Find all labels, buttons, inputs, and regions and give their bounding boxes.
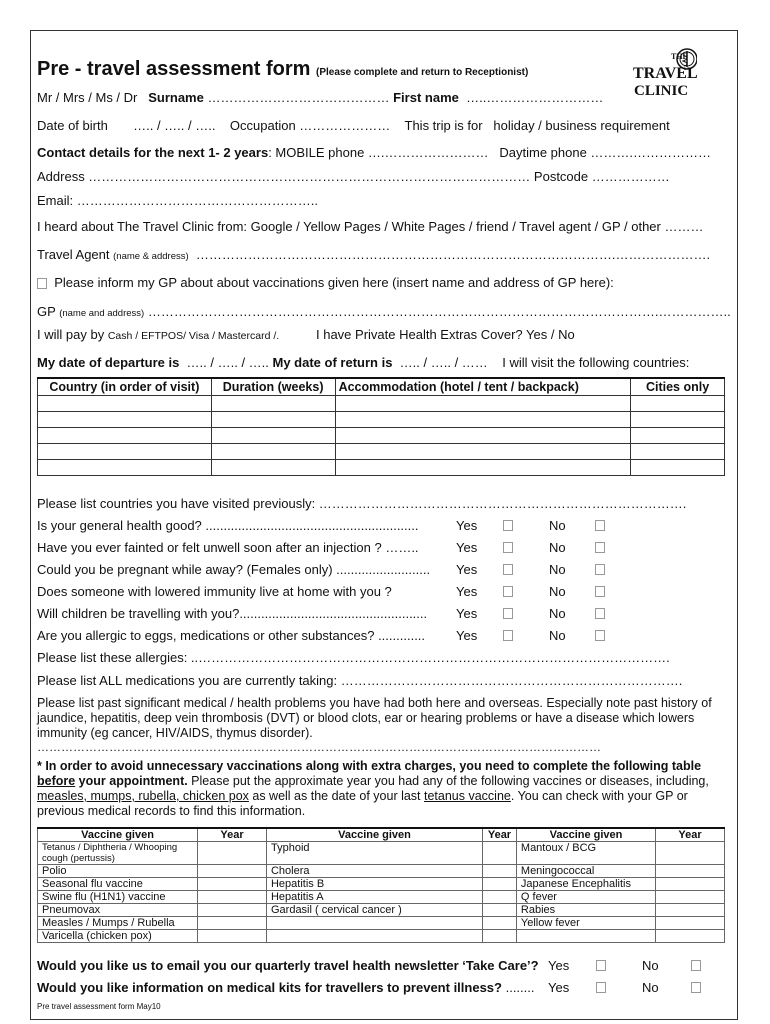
travel-clinic-logo <box>631 47 697 101</box>
year-field[interactable] <box>483 878 517 891</box>
table-cell[interactable] <box>631 444 725 460</box>
trip-purpose-label: This trip is for <box>404 118 483 133</box>
vaccine-table <box>37 827 725 943</box>
vaccine-intro-text2: as well as the date of your last <box>248 789 424 803</box>
year-field[interactable] <box>483 904 517 917</box>
contact-label: Contact details for the next 1- 2 years <box>37 145 269 160</box>
mobile-field[interactable]: : MOBILE phone ….…………………… <box>268 145 489 160</box>
daytime-phone-field[interactable]: Daytime phone ……….……………… <box>499 145 712 160</box>
no-checkbox[interactable] <box>595 520 605 531</box>
no-checkbox[interactable] <box>691 960 701 971</box>
vaccine-name: Tetanus / Diphtheria / Whooping cough (pertussis) <box>38 842 198 865</box>
col-country: Country (in order of visit) <box>38 378 212 396</box>
address-field[interactable]: Address ………………………………………………………………………………………… Postcode ……………… <box>37 169 670 184</box>
year-field[interactable] <box>198 917 267 930</box>
vaccine-name: Pneumovax <box>38 904 198 917</box>
col-cities: Cities only <box>631 378 725 396</box>
question-text: Have you ever fainted or felt unwell soon after an injection ? …….. <box>37 540 419 555</box>
table-row <box>38 930 725 943</box>
payment-options[interactable]: Cash / EFTPOS/ Visa / Mastercard /. <box>107 330 280 342</box>
table-row <box>38 842 725 865</box>
logo-travel: TRAVEL <box>633 65 697 82</box>
vaccine-name: Typhoid <box>266 842 482 865</box>
table-cell[interactable] <box>38 396 212 412</box>
year-field[interactable] <box>198 878 267 891</box>
medical-history-prompt: Please list past significant medical / health problems you have had both here and overseas. Especially note past history of jaundice, hepatitis, deep vein thrombosis (DVT) or blood clots, ear or hearing problems or have a disease which lowers immunity (eg cancer, HIV/AIDS, thymus disorder). <box>37 696 712 740</box>
vaccine-name: Q fever <box>516 891 655 904</box>
payment-line <box>37 327 279 342</box>
logo-the: THE <box>671 52 688 61</box>
year-field[interactable] <box>656 917 725 930</box>
table-row <box>38 428 725 444</box>
gp-inform-checkbox[interactable] <box>37 278 47 289</box>
yes-checkbox[interactable] <box>596 960 606 971</box>
gp-line <box>37 304 731 319</box>
vaccine-name: Hepatitis A <box>266 891 482 904</box>
table-cell[interactable] <box>211 444 335 460</box>
gp-inform-label: Please inform my GP about about vaccinations given here (insert name and address of GP here): <box>54 275 614 290</box>
no-label: No <box>549 540 566 555</box>
table-cell[interactable] <box>335 412 631 428</box>
gp-field[interactable]: ……………………………………………………………………………………………………….…………….. <box>147 304 731 319</box>
yes-label: Yes <box>548 958 570 973</box>
question-row <box>37 584 727 606</box>
surname-label: Surname <box>148 90 204 105</box>
vaccine-name: Meningococcal <box>516 865 655 878</box>
col-vaccine-3: Vaccine given <box>516 828 655 842</box>
dob-line <box>37 118 670 133</box>
question-text: Are you allergic to eggs, medications or other substances? ............. <box>37 628 426 643</box>
question-row <box>37 518 727 540</box>
col-year-1: Year <box>198 828 267 842</box>
yes-label: Yes <box>456 584 478 599</box>
table-cell[interactable] <box>211 396 335 412</box>
vaccine-name <box>516 930 655 943</box>
yes-label: Yes <box>456 562 478 577</box>
vaccine-intro-bold: * In order to avoid unnecessary vaccinations along with extra charges, you need to complete the following table <box>37 759 702 773</box>
trip-purpose-options[interactable]: holiday / business requirement <box>493 118 670 133</box>
travel-agent-field[interactable]: …………………………………………………………………………………….…………………. <box>195 247 711 262</box>
vaccine-name <box>266 930 482 943</box>
yes-label: Yes <box>456 628 478 643</box>
table-row <box>38 412 725 428</box>
year-field[interactable] <box>656 878 725 891</box>
year-field[interactable] <box>483 917 517 930</box>
table-cell[interactable] <box>335 428 631 444</box>
dob-field[interactable]: ….. / ….. / ….. <box>133 118 216 133</box>
col-year-2: Year <box>483 828 517 842</box>
travel-dates-line <box>37 355 689 370</box>
col-year-3: Year <box>656 828 725 842</box>
table-cell[interactable] <box>631 396 725 412</box>
vaccine-intro-appointment: your appointment. <box>75 774 188 788</box>
name-line <box>37 90 603 105</box>
col-accommodation: Accommodation (hotel / tent / backpack) <box>335 378 631 396</box>
year-field[interactable] <box>656 904 725 917</box>
table-row <box>38 917 725 930</box>
gp-inform-line <box>37 275 614 290</box>
first-name-label: First name <box>393 90 459 105</box>
vaccine-name: Polio <box>38 865 198 878</box>
yes-checkbox[interactable] <box>503 630 513 641</box>
footer-text: Pre travel assessment form May10 <box>37 1002 161 1011</box>
return-date-field[interactable]: ….. / ….. / …… <box>399 355 488 370</box>
vaccine-name: Varicella (chicken pox) <box>38 930 198 943</box>
vaccine-name: Seasonal flu vaccine <box>38 878 198 891</box>
countries-intro: I will visit the following countries: <box>502 355 690 370</box>
payment-label: I will pay by <box>37 327 105 342</box>
yes-label: Yes <box>456 606 478 621</box>
no-checkbox[interactable] <box>595 542 605 553</box>
vaccine-intro-text: Please put the approximate year you had any of the following vaccines or diseases, including, <box>187 774 709 788</box>
contact-line <box>37 145 711 160</box>
travel-agent-hint: (name & address) <box>113 251 189 262</box>
yes-checkbox[interactable] <box>503 564 513 575</box>
yes-label: Yes <box>548 980 570 995</box>
col-vaccine-2: Vaccine given <box>266 828 482 842</box>
col-duration: Duration (weeks) <box>211 378 335 396</box>
no-checkbox[interactable] <box>595 630 605 641</box>
no-checkbox[interactable] <box>595 564 605 575</box>
table-row <box>38 904 725 917</box>
table-row <box>38 396 725 412</box>
vaccine-name: Measles / Mumps / Rubella <box>38 917 198 930</box>
table-row <box>38 444 725 460</box>
year-field[interactable] <box>656 865 725 878</box>
vaccine-intro-diseases: measles, mumps, rubella, chicken pox <box>37 789 249 803</box>
year-field[interactable] <box>656 930 725 943</box>
vaccine-name: Hepatitis B <box>266 878 482 891</box>
vaccine-name: Cholera <box>266 865 482 878</box>
table-cell[interactable] <box>38 428 212 444</box>
departure-date-field[interactable]: ….. / ….. / ….. <box>186 355 269 370</box>
return-label: My date of return is <box>272 355 393 370</box>
year-field[interactable] <box>483 891 517 904</box>
question-text: Will children be travelling with you?.................................................... <box>37 606 428 621</box>
table-cell[interactable] <box>335 460 631 476</box>
table-row <box>38 460 725 476</box>
table-cell[interactable] <box>38 444 212 460</box>
no-label: No <box>549 518 566 533</box>
yes-checkbox[interactable] <box>503 586 513 597</box>
yes-checkbox[interactable] <box>596 982 606 993</box>
year-field[interactable] <box>198 904 267 917</box>
question-row <box>37 606 727 628</box>
yes-checkbox[interactable] <box>503 520 513 531</box>
table-row <box>38 878 725 891</box>
vaccine-intro <box>37 759 737 819</box>
countries-table <box>37 377 725 476</box>
kits-text: Would you like information on medical kits for travellers to prevent illness? <box>37 980 502 995</box>
dob-label: Date of birth <box>37 118 108 133</box>
table-row <box>38 865 725 878</box>
gp-hint: (name and address) <box>59 308 145 319</box>
no-checkbox[interactable] <box>595 586 605 597</box>
year-field[interactable] <box>198 891 267 904</box>
allergies-field[interactable]: Please list these allergies: ..………………………………………………………………………………………………. <box>37 650 670 665</box>
no-label: No <box>549 562 566 577</box>
question-row <box>37 628 727 650</box>
first-name-field[interactable]: …..……………………… <box>466 90 604 105</box>
email-field[interactable]: Email: ……………………………………………….. <box>37 193 318 208</box>
no-label: No <box>549 628 566 643</box>
question-row <box>37 562 727 584</box>
newsletter-text: Would you like us to email you our quarterly travel health newsletter ‘Take Care’? <box>37 958 539 973</box>
vaccine-intro-before: before <box>37 774 76 788</box>
table-cell[interactable] <box>211 412 335 428</box>
departure-label: My date of departure is <box>37 355 180 370</box>
year-field[interactable] <box>198 842 267 865</box>
no-label: No <box>642 980 659 995</box>
question-text: Is your general health good? ........................................................... <box>37 518 419 533</box>
table-cell[interactable] <box>211 460 335 476</box>
year-field[interactable] <box>483 865 517 878</box>
question-text: Could you be pregnant while away? (Females only) .......................... <box>37 562 431 577</box>
occupation-field[interactable]: Occupation ………………… <box>229 118 391 133</box>
table-cell[interactable] <box>335 396 631 412</box>
year-field[interactable] <box>198 865 267 878</box>
title-note: (Please complete and return to Receptionist) <box>316 67 529 78</box>
table-row <box>38 891 725 904</box>
vaccine-name: Mantoux / BCG <box>516 842 655 865</box>
vaccine-name: Yellow fever <box>516 917 655 930</box>
no-label: No <box>642 958 659 973</box>
vaccine-intro-text3: . You can check with your GP or previous medical records to find this information. <box>37 789 688 818</box>
heard-about-field[interactable]: I heard about The Travel Clinic from: Google / Yellow Pages / White Pages / friend / Travel agent / GP / other ……… <box>37 219 704 234</box>
vaccine-name: Japanese Encephalitis <box>516 878 655 891</box>
logo-clinic: CLINIC <box>634 83 689 99</box>
no-label: No <box>549 584 566 599</box>
health-cover-question[interactable]: I have Private Health Extras Cover? Yes / No <box>316 327 575 342</box>
vaccine-name: Rabies <box>516 904 655 917</box>
vaccine-name <box>266 917 482 930</box>
no-checkbox[interactable] <box>595 608 605 619</box>
yes-checkbox[interactable] <box>503 608 513 619</box>
travel-agent-line <box>37 247 710 262</box>
table-cell[interactable] <box>631 428 725 444</box>
yes-label: Yes <box>456 540 478 555</box>
vaccine-name: Swine flu (H1N1) vaccine <box>38 891 198 904</box>
question-text: Does someone with lowered immunity live at home with you ? <box>37 584 392 599</box>
year-field[interactable] <box>656 891 725 904</box>
table-cell[interactable] <box>38 460 212 476</box>
table-cell[interactable] <box>38 412 212 428</box>
table-cell[interactable] <box>335 444 631 460</box>
medications-field[interactable]: Please list ALL medications you are currently taking: ……………………………………………………………………. <box>37 673 683 688</box>
yes-checkbox[interactable] <box>503 542 513 553</box>
yes-label: Yes <box>456 518 478 533</box>
year-field[interactable] <box>483 842 517 865</box>
kits-dots: ........ <box>501 980 535 995</box>
table-cell[interactable] <box>631 460 725 476</box>
no-label: No <box>549 606 566 621</box>
title-options[interactable]: Mr / Mrs / Ms / Dr <box>37 90 138 105</box>
newsletter-question <box>37 958 727 978</box>
surname-field[interactable]: …………………………………… <box>207 90 390 105</box>
table-cell[interactable] <box>211 428 335 444</box>
col-vaccine-1: Vaccine given <box>38 828 198 842</box>
medical-kits-question <box>37 980 727 1000</box>
vaccine-name: Gardasil ( cervical cancer ) <box>266 904 482 917</box>
no-checkbox[interactable] <box>691 982 701 993</box>
table-cell[interactable] <box>631 412 725 428</box>
form-title: Pre - travel assessment form (Please complete and return to Receptionist) <box>37 58 529 80</box>
year-field[interactable] <box>198 930 267 943</box>
medical-history-field[interactable]: …………………………………………………………………………………………………………………………… <box>37 740 601 754</box>
vaccine-intro-tetanus: tetanus vaccine <box>424 789 511 803</box>
visited-countries-field[interactable]: Please list countries you have visited previously: …………………………………………………………………………. <box>37 496 687 511</box>
travel-agent-label: Travel Agent <box>37 247 110 262</box>
year-field[interactable] <box>656 842 725 865</box>
gp-label: GP <box>37 304 56 319</box>
question-row <box>37 540 727 562</box>
year-field[interactable] <box>483 930 517 943</box>
